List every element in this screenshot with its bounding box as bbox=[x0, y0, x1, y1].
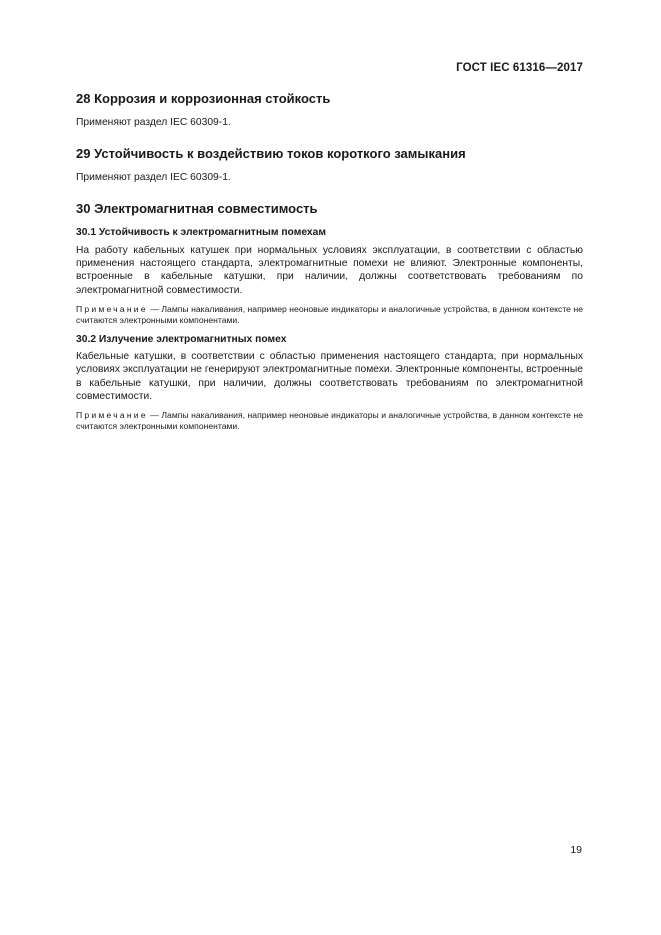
page-number: 19 bbox=[570, 844, 582, 856]
section-30-title: 30 Электромагнитная совместимость bbox=[76, 201, 318, 217]
note-lead: Примечание bbox=[76, 303, 148, 314]
subsection-30-2-note bbox=[76, 410, 583, 432]
section-28-text: Применяют раздел IEC 60309-1. bbox=[76, 117, 231, 128]
subsection-30-1-text: На работу кабельных катушек при нормальных условиях эксплуатации, в соответствии с областью применения настоящего стандарта, электромагнитные помехи не влияют. Электронные компоненты, встроенные в кабельные катушки, при наличии, должны соответствовать требованиям по электромагнитной совместимости. bbox=[76, 244, 583, 296]
section-29-title: 29 Устойчивость к воздействию токов короткого замыкания bbox=[76, 146, 466, 162]
page-content bbox=[76, 90, 583, 432]
section-28-title: 28 Коррозия и коррозионная стойкость bbox=[76, 91, 331, 106]
section-29-text: Применяют раздел IEC 60309-1. bbox=[76, 172, 231, 184]
note-lead: Примечание bbox=[76, 410, 148, 421]
subsection-30-1-note bbox=[76, 304, 583, 326]
subsection-30-2-title: 30.2 Излучение электромагнитных помех bbox=[76, 333, 287, 345]
subsection-30-1-title: 30.1 Устойчивость к электромагнитным помехам bbox=[76, 227, 326, 239]
subsection-30-2-text: Кабельные катушки, в соответствии с областью применения настоящего стандарта, при нормальных условиях эксплуатации не генерируют электромагнитные помехи. Электронные компоненты, встроенные в кабельные катушки, при наличии, должны соответствовать требованиям по электромагнитной совместимости. bbox=[76, 351, 583, 402]
standard-code: ГОСТ IEC 61316—2017 bbox=[456, 62, 583, 74]
note-text: — Лампы накаливания, например неоновые индикаторы и аналогичные устройства, в данном контексте не считаются электронными компонентами. bbox=[76, 303, 583, 325]
note-text: — Лампы накаливания, например неоновые индикаторы и аналогичные устройства, в данном контексте не считаются электронными компонентами. bbox=[76, 410, 583, 432]
